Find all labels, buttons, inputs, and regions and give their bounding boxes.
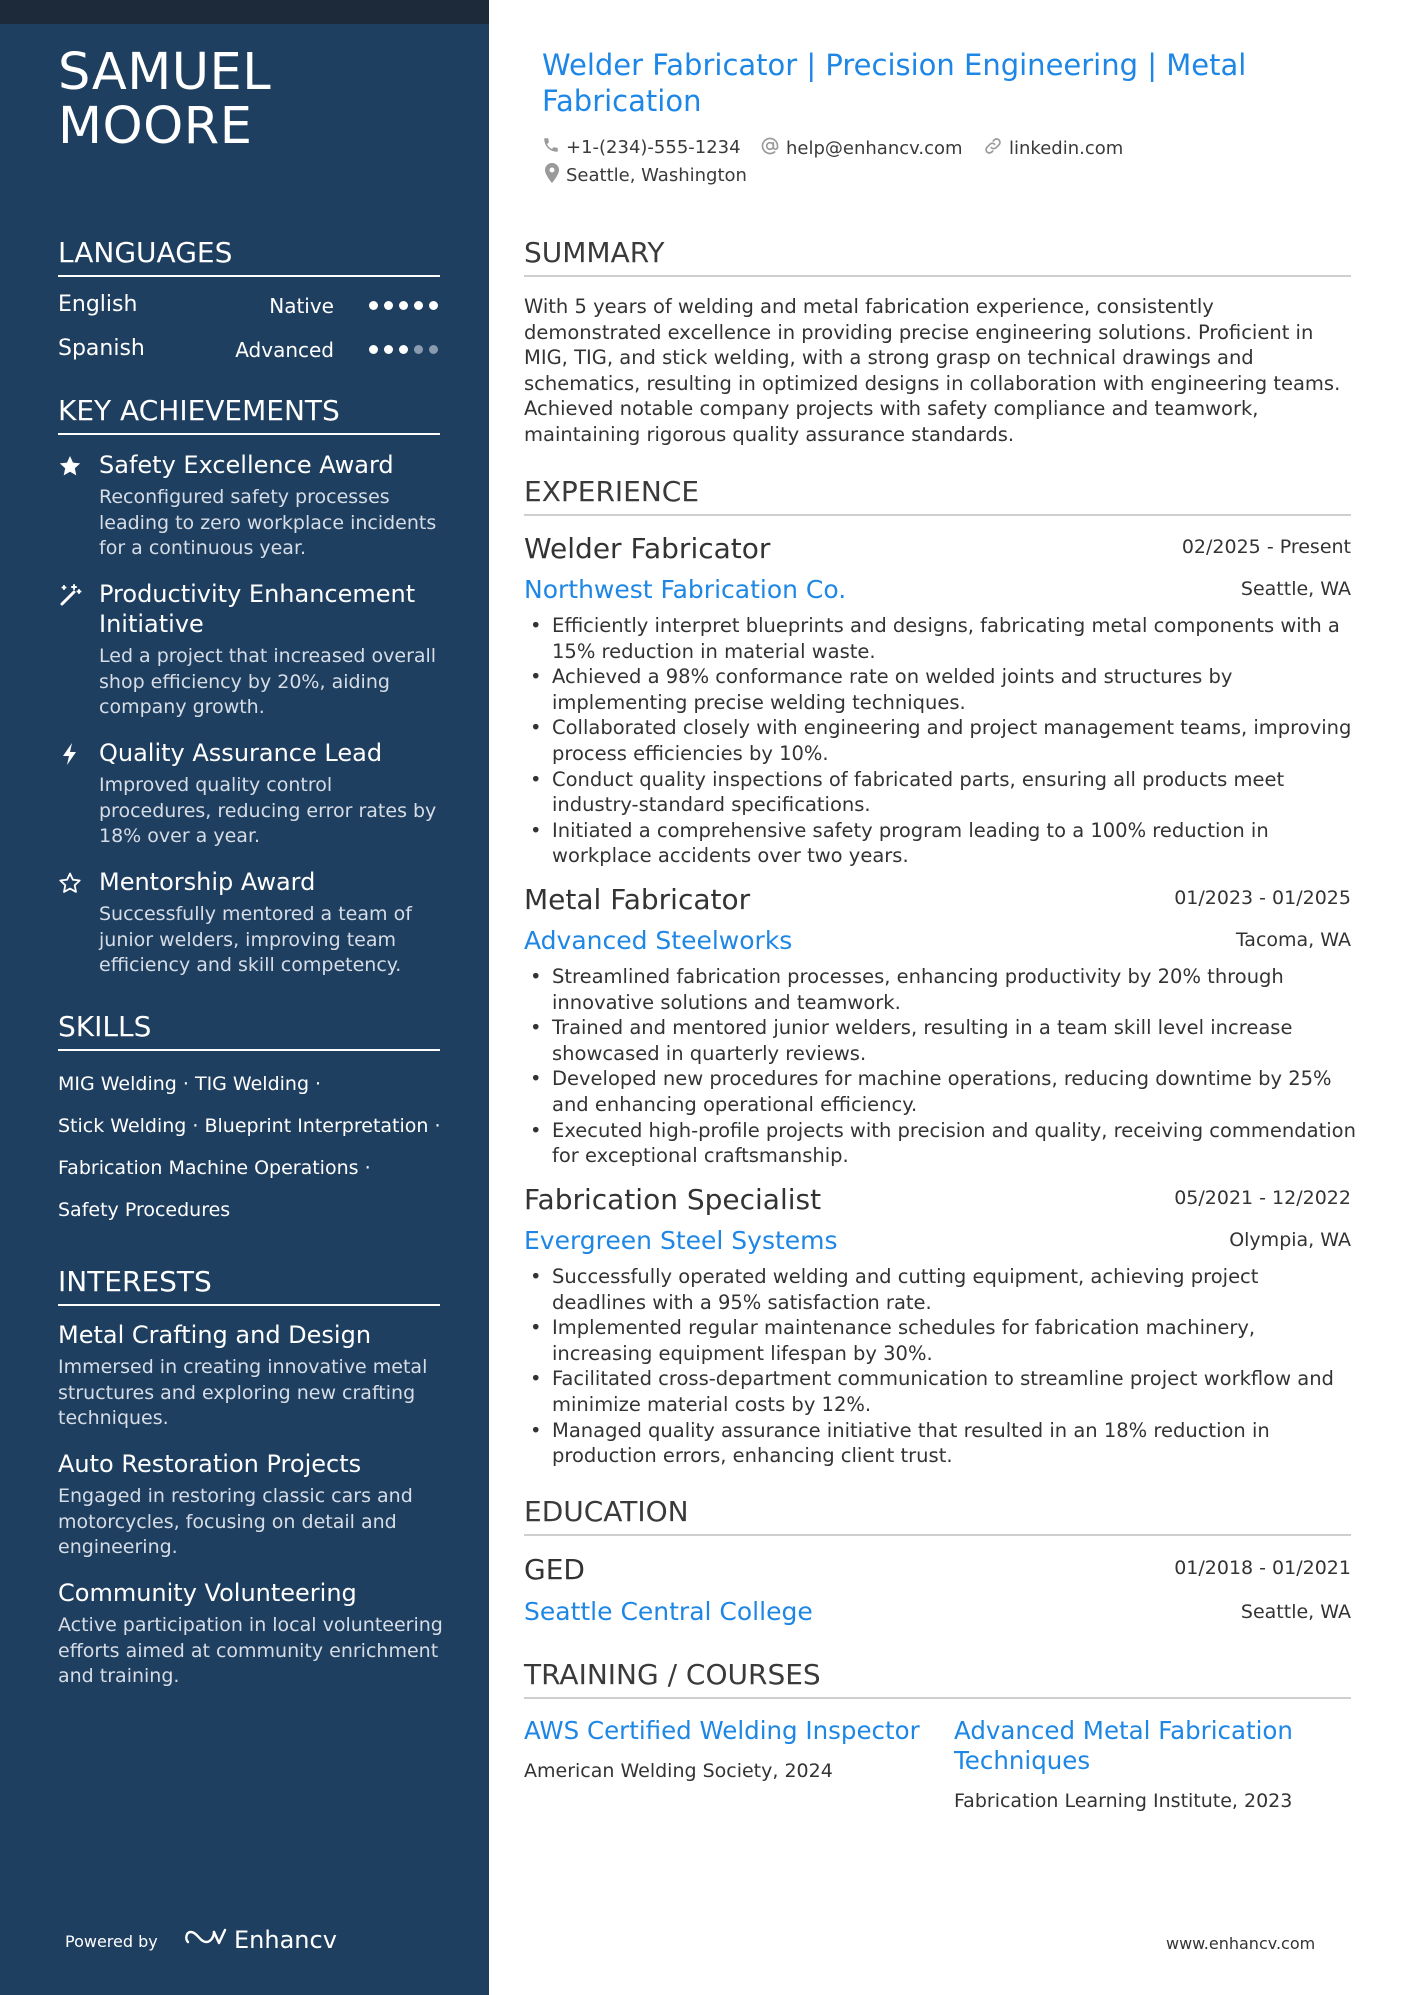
language-level: Advanced [235, 338, 334, 362]
rating-dot-filled [399, 345, 408, 354]
achievement-desc: Reconfigured safety processes leading to zero workplace incidents for a continuous year. [99, 486, 437, 559]
phone-text: +1-(234)-555-1234 [566, 137, 741, 158]
contact-location [544, 163, 747, 188]
rating-dot-filled [429, 301, 438, 310]
star-icon [58, 454, 82, 478]
job-bullet: • Trained and mentored junior welders, resulting in a team skill level increase showcased in quarterly reviews. [524, 1015, 1356, 1066]
rating-dot-filled [369, 301, 378, 310]
experience-heading: EXPERIENCE [524, 474, 1351, 516]
contact-linkedin[interactable] [983, 136, 1123, 161]
person-name: SAMUEL MOORE [58, 43, 272, 156]
education-school[interactable]: Seattle Central College [524, 1597, 813, 1626]
achievements-heading: KEY ACHIEVEMENTS [58, 393, 440, 435]
job-bullet: • Successfully operated welding and cutting equipment, achieving project deadlines with a 95% satisfaction rate. [524, 1264, 1356, 1315]
achievement-item [58, 579, 448, 721]
training-heading: TRAINING / COURSES [524, 1657, 1351, 1699]
job-bullets [524, 1264, 1356, 1469]
achievement-desc: Improved quality control procedures, reducing error rates by 18% over a year. [99, 774, 437, 847]
job-dates: 05/2021 - 12/2022 [1174, 1187, 1351, 1209]
bolt-icon [58, 742, 82, 766]
sidebar-top-bar [0, 0, 489, 24]
phone-icon [542, 136, 560, 159]
link-icon [983, 136, 1003, 161]
enhancv-logo-text: Enhancv [234, 1926, 337, 1954]
job-bullet: • Collaborated closely with engineering and project management teams, improving process efficiencies by 10%. [524, 715, 1356, 766]
job-bullets [524, 964, 1356, 1169]
language-row [58, 336, 440, 368]
job-dates: 02/2025 - Present [1181, 536, 1351, 558]
summary-heading: SUMMARY [524, 235, 1351, 277]
language-level: Native [269, 294, 334, 318]
course-title[interactable]: AWS Certified Welding Inspector [524, 1716, 920, 1745]
achievement-item [58, 738, 448, 850]
achievement-title: Safety Excellence Award [99, 451, 394, 479]
achievement-desc: Successfully mentored a team of junior welders, improving team efficiency and skill competency. [99, 903, 412, 976]
job-bullet: • Streamlined fabrication processes, enhancing productivity by 20% through innovative solutions and teamwork. [524, 964, 1356, 1015]
footer-url[interactable]: www.enhancv.com [1166, 1934, 1316, 1953]
job-location: Olympia, WA [1229, 1229, 1351, 1251]
interest-item [58, 1320, 448, 1432]
achievement-title: Mentorship Award [99, 868, 316, 896]
job-title: Welder Fabricator [524, 532, 771, 565]
contact-email[interactable] [760, 136, 963, 161]
achievement-item [58, 450, 448, 562]
skills-list [58, 1063, 458, 1231]
education-dates: 01/2018 - 01/2021 [1174, 1557, 1351, 1579]
course-org: Fabrication Learning Institute, 2023 [954, 1790, 1293, 1812]
skills-line: Fabrication Machine Operations · [58, 1157, 371, 1179]
powered-by-label: Powered by [65, 1932, 158, 1951]
rating-dot-empty [414, 345, 423, 354]
education-degree: GED [524, 1553, 585, 1586]
skills-line: Safety Procedures [58, 1199, 231, 1221]
job-company[interactable]: Advanced Steelworks [524, 926, 793, 955]
interest-title: Auto Restoration Projects [58, 1450, 362, 1478]
job-bullets [524, 613, 1356, 869]
course-org: American Welding Society, 2024 [524, 1760, 833, 1782]
skills-line: Stick Welding · Blueprint Interpretation · [58, 1115, 441, 1137]
job-location: Tacoma, WA [1235, 929, 1351, 951]
job-bullet: • Developed new procedures for machine operations, reducing downtime by 25% and enhancing operational efficiency. [524, 1066, 1356, 1117]
job-bullet: • Managed quality assurance initiative that resulted in an 18% reduction in production errors, enhancing client trust. [524, 1418, 1356, 1469]
achievement-title: Quality Assurance Lead [99, 739, 383, 767]
languages-heading: LANGUAGES [58, 235, 440, 277]
location-pin-icon [544, 163, 560, 188]
job-bullet: • Executed high-profile projects with precision and quality, receiving commendation for exceptional craftsmanship. [524, 1118, 1356, 1169]
job-bullet: • Achieved a 98% conformance rate on welded joints and structures by implementing precise welding techniques. [524, 664, 1356, 715]
job-bullet: • Conduct quality inspections of fabricated parts, ensuring all products meet industry-standard specifications. [524, 767, 1356, 818]
interest-title: Metal Crafting and Design [58, 1321, 372, 1349]
language-row [58, 292, 440, 324]
job-location: Seattle, WA [1240, 578, 1351, 600]
interest-desc: Engaged in restoring classic cars and motorcycles, focusing on detail and engineering. [58, 1485, 413, 1558]
rating-dot-empty [429, 345, 438, 354]
sidebar [0, 0, 489, 1995]
rating-dot-filled [369, 345, 378, 354]
job-company[interactable]: Northwest Fabrication Co. [524, 575, 847, 604]
interest-item [58, 1449, 448, 1561]
enhancv-logo[interactable] [184, 1926, 337, 1954]
interest-desc: Active participation in local volunteering efforts aimed at community enrichment and training. [58, 1614, 443, 1687]
achievement-title: Productivity Enhancement Initiative [99, 580, 416, 638]
job-dates: 01/2023 - 01/2025 [1174, 887, 1351, 909]
interest-title: Community Volunteering [58, 1579, 357, 1607]
job-bullet: • Facilitated cross-department communication to streamline project workflow and minimize material costs by 12%. [524, 1366, 1356, 1417]
job-title: Metal Fabricator [524, 883, 751, 916]
star-outline-icon [58, 871, 82, 895]
language-rating [369, 301, 438, 310]
language-name: Spanish [58, 336, 145, 361]
contact-phone[interactable] [542, 136, 741, 159]
education-heading: EDUCATION [524, 1494, 1351, 1536]
enhancv-logo-icon [184, 1926, 228, 1954]
course-title[interactable]: Advanced Metal Fabrication Techniques [954, 1716, 1293, 1775]
wand-icon [58, 583, 82, 607]
job-bullet: • Initiated a comprehensive safety program leading to a 100% reduction in workplace accidents over two years. [524, 818, 1356, 869]
language-name: English [58, 292, 138, 317]
language-rating [369, 345, 438, 354]
rating-dot-filled [384, 301, 393, 310]
job-bullet: • Implemented regular maintenance schedules for fabrication machinery, increasing equipment lifespan by 30%. [524, 1315, 1356, 1366]
location-text: Seattle, Washington [566, 165, 747, 186]
resume-headline: Welder Fabricator | Precision Engineering | Metal Fabrication [542, 48, 1247, 118]
job-company[interactable]: Evergreen Steel Systems [524, 1226, 838, 1255]
interest-desc: Immersed in creating innovative metal structures and exploring new crafting techniques. [58, 1356, 428, 1429]
education-location: Seattle, WA [1240, 1601, 1351, 1623]
summary-text: With 5 years of welding and metal fabrication experience, consistently demonstrated excellence in providing precise engineering solutions. Proficient in MIG, TIG, and stick welding, with a strong grasp on technical drawings and schematics, resulting in optimized designs in collaboration with engineering teams. Achieved notable company projects with safety compliance and teamwork, maintaining rigorous quality assurance standards. [524, 295, 1341, 446]
interest-item [58, 1578, 448, 1690]
rating-dot-filled [384, 345, 393, 354]
skills-heading: SKILLS [58, 1009, 440, 1051]
achievement-desc: Led a project that increased overall shop efficiency by 20%, aiding company growth. [99, 645, 437, 718]
rating-dot-filled [414, 301, 423, 310]
skills-line: MIG Welding · TIG Welding · [58, 1073, 322, 1095]
at-icon [760, 136, 780, 161]
achievement-item [58, 867, 448, 979]
linkedin-text: linkedin.com [1009, 138, 1124, 159]
email-text: help@enhancv.com [786, 138, 963, 159]
rating-dot-filled [399, 301, 408, 310]
job-title: Fabrication Specialist [524, 1183, 822, 1216]
job-bullet: • Efficiently interpret blueprints and designs, fabricating metal components with a 15% reduction in material waste. [524, 613, 1356, 664]
interests-heading: INTERESTS [58, 1264, 440, 1306]
